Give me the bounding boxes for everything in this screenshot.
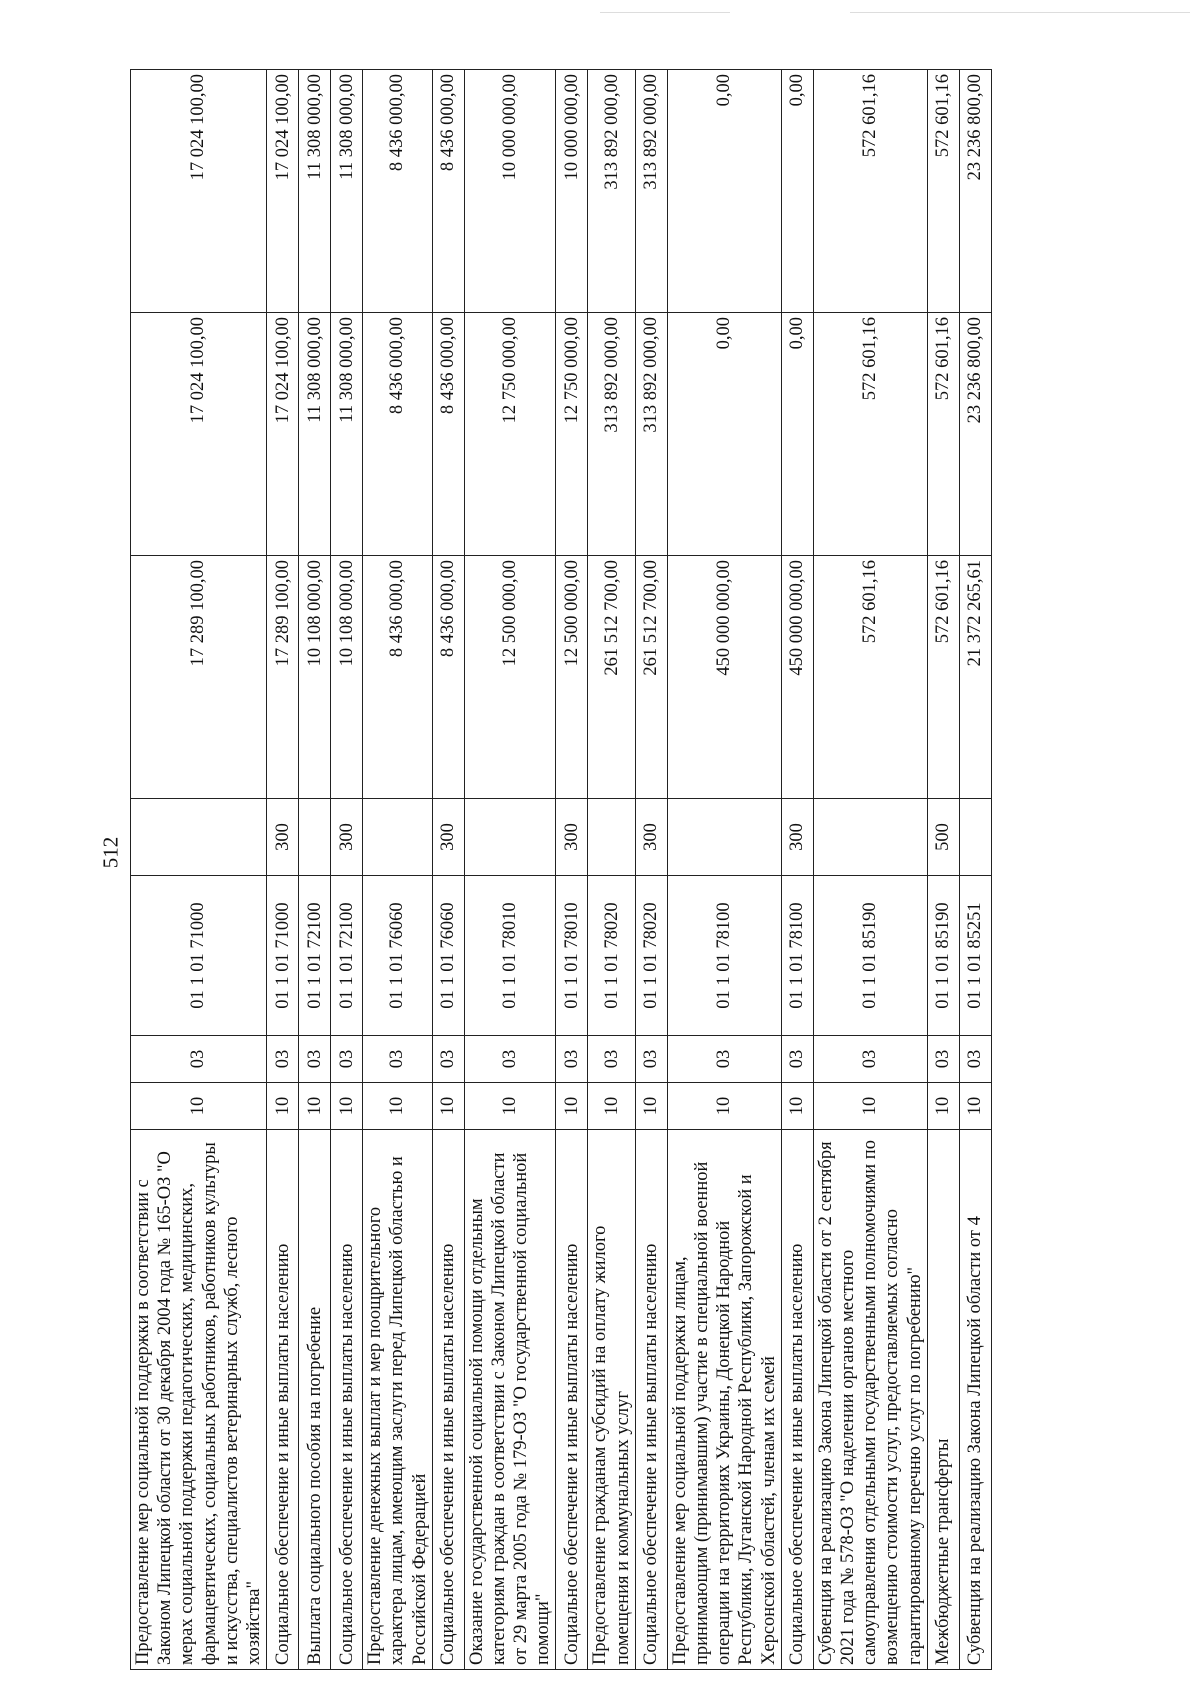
row-name: Социальное обеспечение и иные выплаты населению	[635, 1130, 667, 1670]
section-code: 10	[635, 1083, 667, 1130]
table-row	[267, 70, 299, 1670]
expense-type-code: 500	[927, 799, 959, 876]
target-article-code: 01 1 01 78010	[556, 876, 588, 1036]
amount-year-1: 12 500 000,00	[556, 556, 588, 799]
subsection-code: 03	[267, 1036, 299, 1083]
table-row	[464, 70, 556, 1670]
row-name: Предоставление гражданам субсидий на оплату жилого помещения и коммунальных услуг	[588, 1130, 635, 1670]
section-code: 10	[959, 1083, 991, 1130]
section-code: 10	[927, 1083, 959, 1130]
row-name: Субвенция на реализацию Закона Липецкой области от 2 сентября 2021 года № 578-ОЗ "О наделении органов местного самоуправления отдельными государственными полномочиями по возмещению стоимости услуг, предоставляемых согласно гарантированному перечню услуг по погребению"	[813, 1130, 927, 1670]
target-article-code: 01 1 01 76060	[363, 876, 433, 1036]
amount-year-3: 11 308 000,00	[299, 70, 331, 313]
row-name: Социальное обеспечение и иные выплаты населению	[267, 1130, 299, 1670]
amount-year-2: 8 436 000,00	[363, 313, 433, 556]
table-row	[927, 70, 959, 1670]
amount-year-2: 8 436 000,00	[432, 313, 464, 556]
amount-year-1: 261 512 700,00	[588, 556, 635, 799]
table-row	[588, 70, 635, 1670]
expense-type-code: 300	[331, 799, 363, 876]
target-article-code: 01 1 01 71000	[267, 876, 299, 1036]
amount-year-2: 0,00	[667, 313, 781, 556]
subsection-code: 03	[331, 1036, 363, 1083]
amount-year-3: 23 236 800,00	[959, 70, 991, 313]
section-code: 10	[331, 1083, 363, 1130]
target-article-code: 01 1 01 78100	[667, 876, 781, 1036]
target-article-code: 01 1 01 78020	[588, 876, 635, 1036]
amount-year-3: 17 024 100,00	[131, 70, 267, 313]
amount-year-2: 313 892 000,00	[635, 313, 667, 556]
amount-year-2: 313 892 000,00	[588, 313, 635, 556]
expense-type-code	[131, 799, 267, 876]
row-name: Субвенция на реализацию Закона Липецкой области от 4	[959, 1130, 991, 1670]
target-article-code: 01 1 01 78020	[635, 876, 667, 1036]
table-row	[667, 70, 781, 1670]
amount-year-1: 17 289 100,00	[131, 556, 267, 799]
target-article-code: 01 1 01 78010	[464, 876, 556, 1036]
row-name: Социальное обеспечение и иные выплаты населению	[781, 1130, 813, 1670]
expense-type-code	[667, 799, 781, 876]
section-code: 10	[556, 1083, 588, 1130]
amount-year-3: 313 892 000,00	[588, 70, 635, 313]
subsection-code: 03	[813, 1036, 927, 1083]
section-code: 10	[432, 1083, 464, 1130]
page-number: 512	[98, 836, 123, 869]
amount-year-1: 21 372 265,61	[959, 556, 991, 799]
subsection-code: 03	[131, 1036, 267, 1083]
table-row	[556, 70, 588, 1670]
amount-year-2: 11 308 000,00	[331, 313, 363, 556]
amount-year-3: 10 000 000,00	[464, 70, 556, 313]
table-row	[432, 70, 464, 1670]
section-code: 10	[363, 1083, 433, 1130]
amount-year-3: 17 024 100,00	[267, 70, 299, 313]
table-row	[959, 70, 991, 1670]
amount-year-3: 0,00	[667, 70, 781, 313]
section-code: 10	[813, 1083, 927, 1130]
amount-year-2: 572 601,16	[927, 313, 959, 556]
expense-type-code: 300	[432, 799, 464, 876]
amount-year-3: 572 601,16	[813, 70, 927, 313]
expense-type-code	[299, 799, 331, 876]
expense-type-code	[959, 799, 991, 876]
row-name: Предоставление мер социальной поддержки лицам, принимающим (принимавшим) участие в специальной военной операции на территориях Украины, Донецкой Народной Республики, Луганской Народной Республики, Запорожской и Херсонской областей, членам их семей	[667, 1130, 781, 1670]
expense-type-code	[813, 799, 927, 876]
amount-year-3: 8 436 000,00	[432, 70, 464, 313]
section-code: 10	[267, 1083, 299, 1130]
amount-year-1: 572 601,16	[927, 556, 959, 799]
table-row	[635, 70, 667, 1670]
scan-edge-line	[600, 12, 730, 13]
subsection-code: 03	[667, 1036, 781, 1083]
table-row	[363, 70, 433, 1670]
table-row	[299, 70, 331, 1670]
expense-type-code: 300	[781, 799, 813, 876]
section-code: 10	[464, 1083, 556, 1130]
row-name: Предоставление денежных выплат и мер поощрительного характера лицам, имеющим заслуги перед Липецкой областью и Российской Федерацией	[363, 1130, 433, 1670]
amount-year-1: 572 601,16	[813, 556, 927, 799]
row-name: Социальное обеспечение и иные выплаты населению	[556, 1130, 588, 1670]
amount-year-1: 8 436 000,00	[432, 556, 464, 799]
expense-type-code: 300	[635, 799, 667, 876]
target-article-code: 01 1 01 72100	[331, 876, 363, 1036]
row-name: Социальное обеспечение и иные выплаты населению	[331, 1130, 363, 1670]
section-code: 10	[781, 1083, 813, 1130]
subsection-code: 03	[556, 1036, 588, 1083]
amount-year-2: 17 024 100,00	[267, 313, 299, 556]
amount-year-1: 17 289 100,00	[267, 556, 299, 799]
subsection-code: 03	[588, 1036, 635, 1083]
amount-year-3: 10 000 000,00	[556, 70, 588, 313]
subsection-code: 03	[432, 1036, 464, 1083]
row-name: Выплата социального пособия на погребение	[299, 1130, 331, 1670]
expense-type-code	[464, 799, 556, 876]
subsection-code: 03	[927, 1036, 959, 1083]
table-row	[331, 70, 363, 1670]
row-name: Социальное обеспечение и иные выплаты населению	[432, 1130, 464, 1670]
budget-table	[130, 69, 992, 1670]
target-article-code: 01 1 01 85190	[927, 876, 959, 1036]
expense-type-code: 300	[556, 799, 588, 876]
section-code: 10	[131, 1083, 267, 1130]
rotated-page-content	[130, 70, 992, 1670]
expense-type-code	[588, 799, 635, 876]
target-article-code: 01 1 01 72100	[299, 876, 331, 1036]
expense-type-code: 300	[267, 799, 299, 876]
subsection-code: 03	[959, 1036, 991, 1083]
amount-year-3: 572 601,16	[927, 70, 959, 313]
amount-year-1: 261 512 700,00	[635, 556, 667, 799]
row-name: Оказание государственной социальной помощи отдельным категориям граждан в соответствии с Законом Липецкой области от 29 марта 2005 года № 179-ОЗ "О государственной социальной помощи"	[464, 1130, 556, 1670]
target-article-code: 01 1 01 71000	[131, 876, 267, 1036]
target-article-code: 01 1 01 85190	[813, 876, 927, 1036]
amount-year-1: 450 000 000,00	[667, 556, 781, 799]
amount-year-2: 12 750 000,00	[464, 313, 556, 556]
subsection-code: 03	[363, 1036, 433, 1083]
amount-year-2: 23 236 800,00	[959, 313, 991, 556]
subsection-code: 03	[635, 1036, 667, 1083]
amount-year-2: 11 308 000,00	[299, 313, 331, 556]
expense-type-code	[363, 799, 433, 876]
amount-year-2: 0,00	[781, 313, 813, 556]
subsection-code: 03	[781, 1036, 813, 1083]
subsection-code: 03	[299, 1036, 331, 1083]
amount-year-3: 0,00	[781, 70, 813, 313]
table-row	[813, 70, 927, 1670]
target-article-code: 01 1 01 76060	[432, 876, 464, 1036]
row-name: Межбюджетные трансферты	[927, 1130, 959, 1670]
table-row	[781, 70, 813, 1670]
amount-year-1: 450 000 000,00	[781, 556, 813, 799]
scan-edge-line	[850, 12, 1190, 13]
section-code: 10	[667, 1083, 781, 1130]
amount-year-3: 11 308 000,00	[331, 70, 363, 313]
amount-year-1: 10 108 000,00	[331, 556, 363, 799]
target-article-code: 01 1 01 78100	[781, 876, 813, 1036]
amount-year-2: 572 601,16	[813, 313, 927, 556]
row-name: Предоставление мер социальной поддержки в соответствии с Законом Липецкой области от 30 декабря 2004 года № 165-ОЗ "О мерах социальной поддержки педагогических, медицинских, фармацевтических, социальных работников, работников культуры и искусства, специалистов ветеринарных служб, лесного хозяйства"	[131, 1130, 267, 1670]
target-article-code: 01 1 01 85251	[959, 876, 991, 1036]
amount-year-1: 8 436 000,00	[363, 556, 433, 799]
section-code: 10	[588, 1083, 635, 1130]
amount-year-3: 8 436 000,00	[363, 70, 433, 313]
amount-year-1: 10 108 000,00	[299, 556, 331, 799]
section-code: 10	[299, 1083, 331, 1130]
subsection-code: 03	[464, 1036, 556, 1083]
amount-year-1: 12 500 000,00	[464, 556, 556, 799]
amount-year-3: 313 892 000,00	[635, 70, 667, 313]
amount-year-2: 17 024 100,00	[131, 313, 267, 556]
amount-year-2: 12 750 000,00	[556, 313, 588, 556]
table-row	[131, 70, 267, 1670]
